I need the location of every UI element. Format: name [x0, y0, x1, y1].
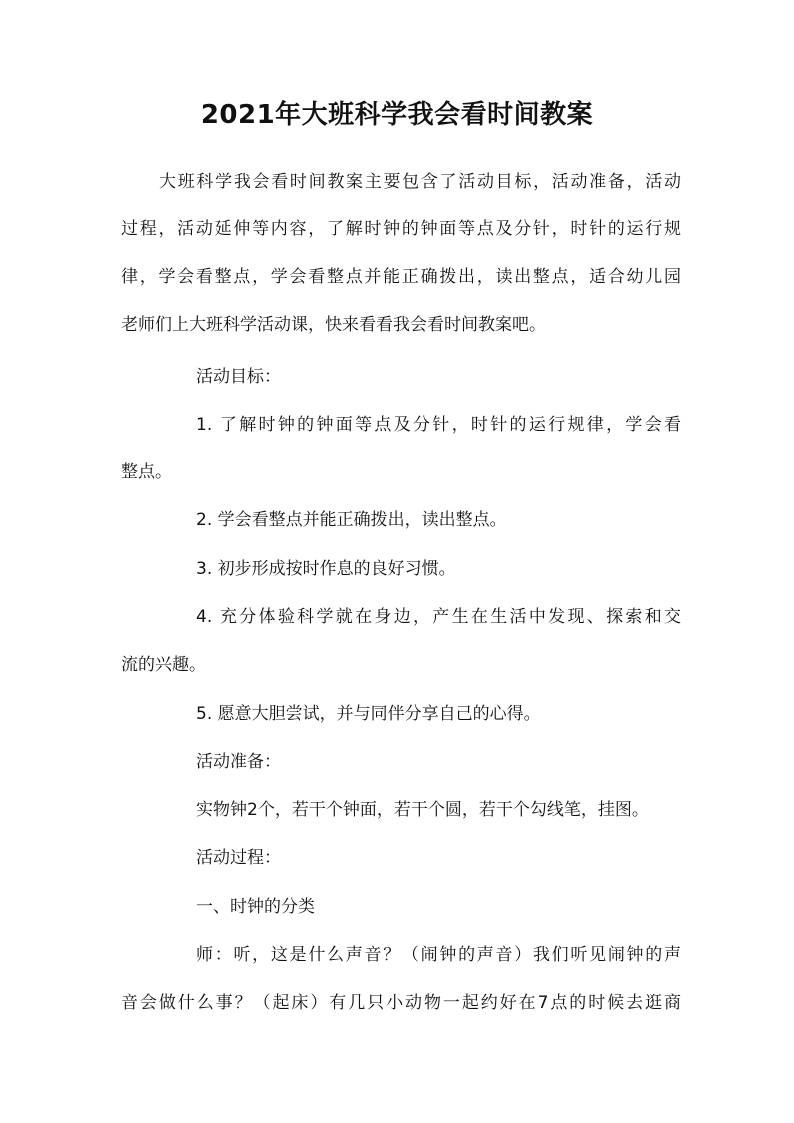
list-item: 3. 初步形成按时作息的良好习惯。 [196, 559, 456, 579]
paragraph-line: 音会做什么事？（起床）有几只小动物一起约好在7点的时候去逛商 [121, 993, 681, 1013]
subsection-heading: 一、时钟的分类 [196, 897, 315, 917]
paragraph-line: 老师们上大班科学活动课，快来看看我会看时间教案吧。 [121, 315, 546, 335]
paragraph-line: 律，学会看整点，学会看整点并能正确拨出，读出整点，适合幼儿园 [121, 267, 681, 287]
section-heading: 活动准备： [196, 752, 281, 772]
paragraph-line: 实物钟2个，若干个钟面，若干个圆，若干个勾线笔，挂图。 [196, 800, 649, 820]
list-item: 5. 愿意大胆尝试，并与同伴分享自己的心得。 [196, 704, 541, 724]
list-item: 1. 了解时钟的钟面等点及分针，时针的运行规律，学会看 [196, 415, 681, 435]
list-item: 2. 学会看整点并能正确拨出，读出整点。 [196, 510, 507, 530]
paragraph-line: 师：听，这是什么声音？（闹钟的声音）我们听见闹钟的声 [196, 945, 681, 965]
paragraph-line: 大班科学我会看时间教案主要包含了活动目标，活动准备，活动 [159, 172, 681, 192]
paragraph-line: 过程，活动延伸等内容，了解时钟的钟面等点及分针，时针的运行规 [121, 219, 681, 239]
section-heading: 活动目标： [196, 367, 281, 387]
list-item-continuation: 流的兴趣。 [121, 655, 206, 675]
list-item: 4. 充分体验科学就在身边，产生在生活中发现、探索和交 [196, 607, 681, 627]
document-title: 2021年大班科学我会看时间教案 [200, 100, 594, 130]
list-item-continuation: 整点。 [121, 462, 172, 482]
section-heading: 活动过程： [196, 848, 281, 868]
